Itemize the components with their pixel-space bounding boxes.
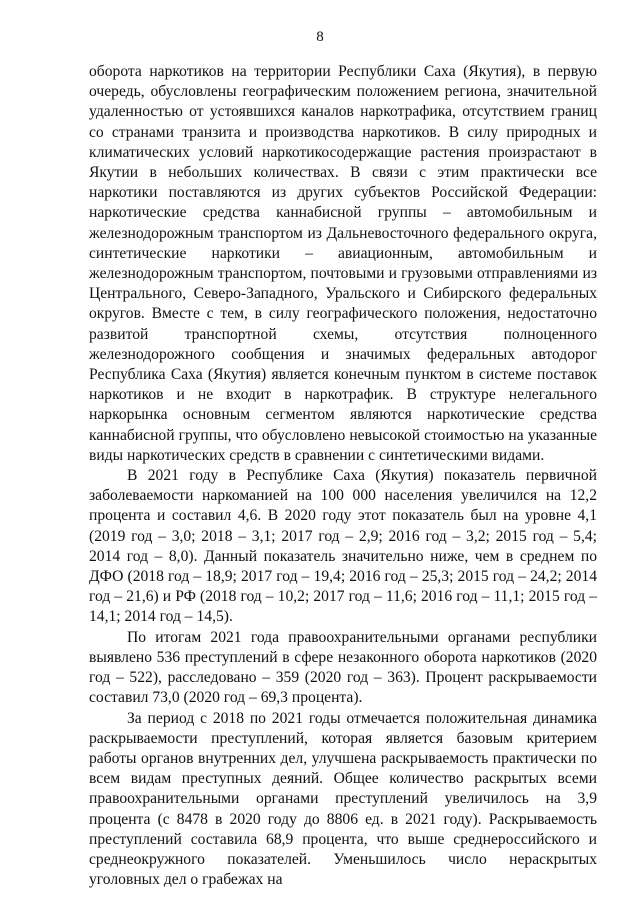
paragraph-crime-results-2021: По итогам 2021 года правоохранительными органами республики выявлено 536 преступлений в сфере незаконного оборота наркотиков (2020 год – 522), расследовано – 359 (2020 год – 363). Процент раскрываемости составил 73,0 (2020 год – 69,3 процента). (89, 628, 597, 707)
paragraph-crime-detection-dynamics: За период с 2018 по 2021 годы отмечается положительная динамика раскрываемости преступлений, которая является базовым критерием работы органов внутренних дел, улучшена раскрываемость практически по всем видам преступных деяний. Общее количество раскрытых всеми правоохранительными органами преступлений увеличилось на 3,9 процента (с 8478 в 2020 году до 8806 ед. в 2021 году). Раскрываемость преступлений составила 68,9 процента, что выше среднероссийского и среднеокружного показателей. Уменьшилось число нераскрытых уголовных дел о грабежах на (89, 709, 597, 889)
document-body (89, 62, 597, 890)
paragraph-continuation: оборота наркотиков на территории Республики Саха (Якутия), в первую очередь, обусловлены географическим положением региона, значительной удаленностью от устоявшихся каналов наркотрафика, отсутствием границ со странами транзита и производства наркотиков. В силу природных и климатических условий наркотикосодержащие растения произрастают в Якутии в небольших количествах. В связи с этим практически все наркотики поставляются из других субъектов Российской Федерации: наркотические средства каннабисной группы – автомобильным и железнодорожным транспортом из Дальневосточного федерального округа, синтетические наркотики – авиационным, автомобильным и железнодорожным транспортом, почтовыми и грузовыми отправлениями из Центрального, Северо-Западного, Уральского и Сибирского федеральных округов. Вместе с тем, в силу географического положения, недостаточно развитой транспортной схемы, отсутствия полноценного железнодорожного сообщения и значимых федеральных автодорог Республика Саха (Якутия) является конечным пунктом в системе поставок наркотиков и не входит в наркотрафик. В структуре нелегального наркорынка основным сегментом являются наркотические средства каннабисной группы, что обусловлено невысокой стоимостью на указанные виды наркотических средств в сравнении с синтетическими видами. (89, 63, 597, 464)
page-number: 8 (316, 29, 324, 45)
paragraph-drug-addiction-rate: В 2021 году в Республике Саха (Якутия) показатель первичной заболеваемости наркоманией на 100 000 населения увеличился на 12,2 процента и составил 4,6. В 2020 году этот показатель был на уровне 4,1 (2019 год – 3,0; 2018 – 3,1; 2017 год – 2,9; 2016 год – 3,2; 2015 год – 5,4; 2014 год – 8,0). Данный показатель значительно ниже, чем в среднем по ДФО (2018 год – 18,9; 2017 год – 19,4; 2016 год – 25,3; 2015 год – 24,2; 2014 год – 21,6) и РФ (2018 год – 10,2; 2017 год – 11,6; 2016 год – 11,1; 2015 год – 14,1; 2014 год – 14,5). (89, 467, 597, 626)
